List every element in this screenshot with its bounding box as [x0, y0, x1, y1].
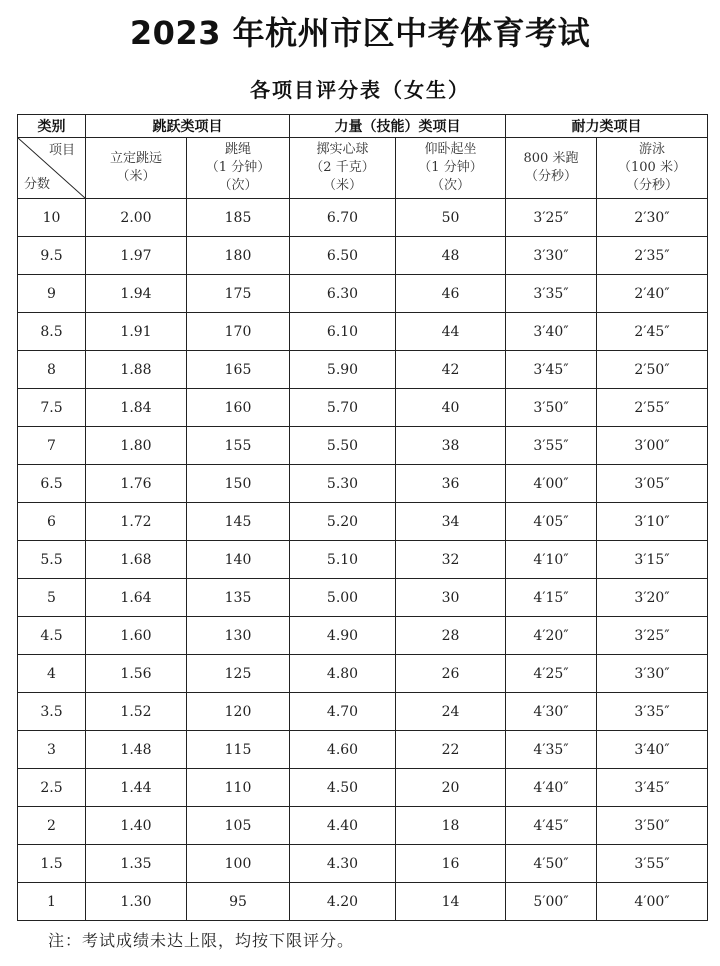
table-row	[18, 883, 708, 921]
cell-800m-run: 4′45″	[506, 807, 597, 845]
cell-swimming: 2′30″	[597, 199, 708, 237]
cell-800m-run: 4′15″	[506, 579, 597, 617]
cell-swimming: 2′35″	[597, 237, 708, 275]
cell-rope-skipping: 160	[187, 389, 290, 427]
cell-swimming: 3′15″	[597, 541, 708, 579]
table-row	[18, 465, 708, 503]
score-rows	[18, 199, 708, 921]
cell-rope-skipping: 105	[187, 807, 290, 845]
cell-800m-run: 3′35″	[506, 275, 597, 313]
cell-standing-jump: 1.44	[86, 769, 187, 807]
cell-800m-run: 4′20″	[506, 617, 597, 655]
col-header-rope-skipping: 跳绳 （1 分钟） （次）	[187, 138, 290, 199]
cell-sit-ups: 38	[396, 427, 506, 465]
cell-standing-jump: 1.56	[86, 655, 187, 693]
cell-score: 6.5	[18, 465, 86, 503]
cell-score: 6	[18, 503, 86, 541]
cell-sit-ups: 20	[396, 769, 506, 807]
table-row	[18, 655, 708, 693]
cell-score: 3	[18, 731, 86, 769]
cell-score: 5	[18, 579, 86, 617]
table-row	[18, 503, 708, 541]
cell-800m-run: 5′00″	[506, 883, 597, 921]
cell-score: 7.5	[18, 389, 86, 427]
cell-swimming: 3′50″	[597, 807, 708, 845]
col-header-standing-jump: 立定跳远 （米）	[86, 138, 187, 199]
cell-standing-jump: 1.40	[86, 807, 187, 845]
table-row	[18, 199, 708, 237]
cell-sit-ups: 48	[396, 237, 506, 275]
cell-sit-ups: 50	[396, 199, 506, 237]
cell-swimming: 3′20″	[597, 579, 708, 617]
cell-score: 4	[18, 655, 86, 693]
cell-rope-skipping: 100	[187, 845, 290, 883]
cell-medicine-ball: 5.10	[290, 541, 396, 579]
cell-score: 7	[18, 427, 86, 465]
cell-standing-jump: 1.52	[86, 693, 187, 731]
cell-swimming: 3′35″	[597, 693, 708, 731]
cell-800m-run: 4′05″	[506, 503, 597, 541]
cell-medicine-ball: 4.80	[290, 655, 396, 693]
cell-standing-jump: 1.48	[86, 731, 187, 769]
cell-medicine-ball: 5.70	[290, 389, 396, 427]
cell-medicine-ball: 4.40	[290, 807, 396, 845]
cell-sit-ups: 42	[396, 351, 506, 389]
table-row	[18, 579, 708, 617]
strength-group-header: 力量（技能）类项目	[290, 115, 506, 138]
cell-standing-jump: 1.35	[86, 845, 187, 883]
cell-medicine-ball: 5.90	[290, 351, 396, 389]
cell-score: 4.5	[18, 617, 86, 655]
table-row	[18, 351, 708, 389]
cell-swimming: 2′45″	[597, 313, 708, 351]
cell-swimming: 2′50″	[597, 351, 708, 389]
cell-swimming: 3′05″	[597, 465, 708, 503]
cell-standing-jump: 2.00	[86, 199, 187, 237]
cell-standing-jump: 1.84	[86, 389, 187, 427]
cell-rope-skipping: 165	[187, 351, 290, 389]
cell-rope-skipping: 115	[187, 731, 290, 769]
cell-800m-run: 3′50″	[506, 389, 597, 427]
table-row	[18, 731, 708, 769]
table-row	[18, 541, 708, 579]
cell-medicine-ball: 5.50	[290, 427, 396, 465]
cell-medicine-ball: 4.90	[290, 617, 396, 655]
cell-swimming: 3′10″	[597, 503, 708, 541]
cell-score: 8	[18, 351, 86, 389]
cell-medicine-ball: 6.30	[290, 275, 396, 313]
table-row	[18, 693, 708, 731]
cell-standing-jump: 1.91	[86, 313, 187, 351]
cell-standing-jump: 1.30	[86, 883, 187, 921]
page-title: 2023 年杭州市区中考体育考试	[129, 14, 591, 52]
cell-800m-run: 3′25″	[506, 199, 597, 237]
cell-medicine-ball: 5.30	[290, 465, 396, 503]
cell-rope-skipping: 125	[187, 655, 290, 693]
cell-800m-run: 4′30″	[506, 693, 597, 731]
cell-800m-run: 4′35″	[506, 731, 597, 769]
cell-800m-run: 4′10″	[506, 541, 597, 579]
cell-medicine-ball: 4.70	[290, 693, 396, 731]
cell-rope-skipping: 180	[187, 237, 290, 275]
cell-score: 2	[18, 807, 86, 845]
cell-medicine-ball: 5.00	[290, 579, 396, 617]
cell-medicine-ball: 4.50	[290, 769, 396, 807]
table-row	[18, 313, 708, 351]
table-row	[18, 389, 708, 427]
cell-sit-ups: 22	[396, 731, 506, 769]
table-row	[18, 237, 708, 275]
col-header-sit-ups: 仰卧起坐 （1 分钟） （次）	[396, 138, 506, 199]
cell-medicine-ball: 6.10	[290, 313, 396, 351]
cell-rope-skipping: 155	[187, 427, 290, 465]
category-header: 类别	[18, 115, 86, 138]
cell-800m-run: 3′45″	[506, 351, 597, 389]
cell-medicine-ball: 5.20	[290, 503, 396, 541]
cell-score: 8.5	[18, 313, 86, 351]
cell-sit-ups: 32	[396, 541, 506, 579]
cell-medicine-ball: 4.20	[290, 883, 396, 921]
cell-swimming: 3′30″	[597, 655, 708, 693]
group-header-row	[18, 115, 708, 138]
cell-score: 1.5	[18, 845, 86, 883]
table-row	[18, 807, 708, 845]
cell-standing-jump: 1.88	[86, 351, 187, 389]
table-row	[18, 845, 708, 883]
cell-rope-skipping: 135	[187, 579, 290, 617]
cell-standing-jump: 1.60	[86, 617, 187, 655]
cell-rope-skipping: 170	[187, 313, 290, 351]
col-header-swimming: 游泳 （100 米） （分秒）	[597, 138, 708, 199]
cell-800m-run: 3′30″	[506, 237, 597, 275]
cell-rope-skipping: 140	[187, 541, 290, 579]
cell-swimming: 3′45″	[597, 769, 708, 807]
cell-800m-run: 4′40″	[506, 769, 597, 807]
cell-sit-ups: 26	[396, 655, 506, 693]
table-row	[18, 275, 708, 313]
corner-item-label: 项目	[48, 143, 75, 158]
cell-score: 10	[18, 199, 86, 237]
cell-swimming: 2′40″	[597, 275, 708, 313]
cell-score: 9	[18, 275, 86, 313]
cell-sit-ups: 18	[396, 807, 506, 845]
cell-800m-run: 3′40″	[506, 313, 597, 351]
table-row	[18, 617, 708, 655]
table-row	[18, 427, 708, 465]
cell-sit-ups: 24	[396, 693, 506, 731]
cell-swimming: 3′00″	[597, 427, 708, 465]
cell-swimming: 3′40″	[597, 731, 708, 769]
cell-standing-jump: 1.94	[86, 275, 187, 313]
cell-medicine-ball: 6.70	[290, 199, 396, 237]
cell-standing-jump: 1.64	[86, 579, 187, 617]
cell-score: 1	[18, 883, 86, 921]
cell-800m-run: 4′50″	[506, 845, 597, 883]
cell-sit-ups: 44	[396, 313, 506, 351]
cell-rope-skipping: 130	[187, 617, 290, 655]
cell-800m-run: 3′55″	[506, 427, 597, 465]
cell-score: 5.5	[18, 541, 86, 579]
jump-group-header: 跳跃类项目	[86, 115, 290, 138]
cell-sit-ups: 34	[396, 503, 506, 541]
cell-sit-ups: 14	[396, 883, 506, 921]
cell-rope-skipping: 150	[187, 465, 290, 503]
cell-rope-skipping: 120	[187, 693, 290, 731]
cell-sit-ups: 36	[396, 465, 506, 503]
cell-swimming: 2′55″	[597, 389, 708, 427]
scoring-table	[17, 114, 708, 921]
cell-rope-skipping: 110	[187, 769, 290, 807]
cell-standing-jump: 1.72	[86, 503, 187, 541]
cell-rope-skipping: 145	[187, 503, 290, 541]
cell-rope-skipping: 95	[187, 883, 290, 921]
cell-swimming: 4′00″	[597, 883, 708, 921]
cell-standing-jump: 1.76	[86, 465, 187, 503]
footnote: 注：考试成绩未达上限，均按下限评分。	[48, 931, 355, 950]
cell-rope-skipping: 175	[187, 275, 290, 313]
cell-standing-jump: 1.80	[86, 427, 187, 465]
cell-800m-run: 4′00″	[506, 465, 597, 503]
column-header-row	[18, 138, 708, 199]
cell-sit-ups: 16	[396, 845, 506, 883]
cell-sit-ups: 40	[396, 389, 506, 427]
cell-sit-ups: 46	[396, 275, 506, 313]
table-subtitle: 各项目评分表（女生）	[250, 78, 470, 102]
cell-medicine-ball: 4.60	[290, 731, 396, 769]
cell-swimming: 3′25″	[597, 617, 708, 655]
cell-medicine-ball: 4.30	[290, 845, 396, 883]
cell-medicine-ball: 6.50	[290, 237, 396, 275]
cell-rope-skipping: 185	[187, 199, 290, 237]
corner-score-label: 分数	[24, 177, 51, 192]
diagonal-corner-cell	[18, 138, 86, 199]
cell-sit-ups: 28	[396, 617, 506, 655]
cell-800m-run: 4′25″	[506, 655, 597, 693]
cell-standing-jump: 1.97	[86, 237, 187, 275]
cell-score: 9.5	[18, 237, 86, 275]
col-header-medicine-ball: 掷实心球 （2 千克） （米）	[290, 138, 396, 199]
table-row	[18, 769, 708, 807]
col-header-800m-run: 800 米跑 （分秒）	[506, 138, 597, 199]
cell-standing-jump: 1.68	[86, 541, 187, 579]
cell-sit-ups: 30	[396, 579, 506, 617]
cell-score: 2.5	[18, 769, 86, 807]
endurance-group-header: 耐力类项目	[506, 115, 708, 138]
cell-swimming: 3′55″	[597, 845, 708, 883]
cell-score: 3.5	[18, 693, 86, 731]
